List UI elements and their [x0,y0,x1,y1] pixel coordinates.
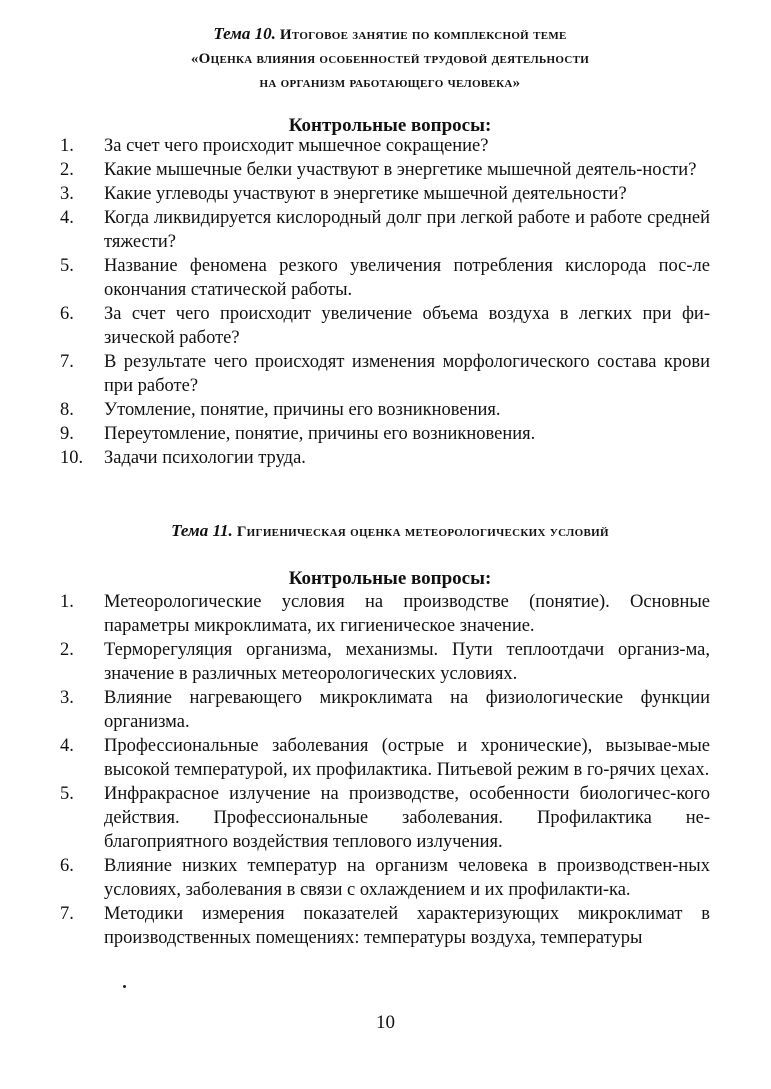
question-number: 8. [60,400,74,420]
topic10-title-line-3: на организм работающего человека» [259,75,521,91]
page-number: 10 [376,1012,395,1033]
question-text: Переутомление, понятие, причины его возникновения. [104,424,536,444]
question-text: Когда ликвидируется кислородный долг при легкой работе и работе средней тяжести? [104,208,710,252]
topic10-title-line-2: «Оценка влияния особенностей трудовой деятельности [190,51,590,67]
question-number: 1. [60,592,74,612]
question-text: Метеорологические условия на производстве (понятие). Основные параметры микроклимата, их гигиеническое значение. [104,592,710,636]
topic10-questions-heading: Контрольные вопросы: [288,115,492,136]
topic11-title: Тема 11. Гигиеническая оценка метеорологических условий [171,521,609,540]
question-number: 3. [60,688,74,708]
question-item [60,182,710,206]
topic10-title [40,22,740,95]
question-item [60,422,710,446]
question-text: Задачи психологии труда. [104,448,306,468]
question-number: 1. [60,136,74,156]
question-number: 7. [60,904,74,924]
question-number: 4. [60,208,74,228]
question-item [60,302,710,350]
question-item [60,638,710,686]
question-text: В результате чего происходят изменения морфологического состава крови при работе? [104,352,710,396]
question-text: Какие углеводы участвуют в энергетике мышечной деятельности? [104,184,627,204]
question-text: Профессиональные заболевания (острые и хронические), вызывае-мые высокой температурой, их профилактика. Питьевой режим в го-рячих цехах. [104,736,710,780]
question-number: 6. [60,304,74,324]
topic10-question-list [60,134,710,470]
question-number: 5. [60,784,74,804]
question-item [60,206,710,254]
question-text: Методики измерения показателей характеризующих микроклимат в производственных помещениях: температуры воздуха, температуры [104,904,710,948]
question-item [60,782,710,854]
question-item [60,854,710,902]
question-item [60,734,710,782]
question-number: 9. [60,424,74,444]
question-number: 5. [60,256,74,276]
question-item [60,134,710,158]
question-item [60,686,710,734]
topic10-title-line-1: Тема 10. Итоговое занятие по комплексной теме [213,24,567,43]
topic11-question-list [60,590,710,950]
question-item [60,902,710,950]
question-item [60,254,710,302]
question-text: Влияние нагревающего микроклимата на физиологические функции организма. [104,688,710,732]
question-number: 6. [60,856,74,876]
question-item [60,398,710,422]
question-item [60,446,710,470]
print-speck [123,985,126,988]
question-text: Терморегуляция организма, механизмы. Пути теплоотдачи организ-ма, значение в различных метеорологических условиях. [104,640,710,684]
topic11-questions-heading: Контрольные вопросы: [288,568,492,589]
question-number: 3. [60,184,74,204]
question-item [60,350,710,398]
question-item [60,158,710,182]
question-text: За счет чего происходит увеличение объема воздуха в легких при фи-зической работе? [104,304,710,348]
topic11-number: Тема 11. [171,521,233,540]
question-number: 7. [60,352,74,372]
topic10-number: Тема 10. [213,24,276,43]
question-number: 10. [60,448,84,468]
question-number: 4. [60,736,74,756]
question-text: Какие мышечные белки участвуют в энергетике мышечной деятель-ности? [104,160,697,180]
question-text: Инфракрасное излучение на производстве, особенности биологичес-кого действия. Профессиональные заболевания. Профилактика не-благоприятного воздействия теплового излучения. [104,784,710,852]
question-number: 2. [60,160,74,180]
question-text: Утомление, понятие, причины его возникновения. [104,400,501,420]
question-number: 2. [60,640,74,660]
question-text: За счет чего происходит мышечное сокращение? [104,136,489,156]
question-item [60,590,710,638]
question-text: Название феномена резкого увеличения потребления кислорода пос-ле окончания статической работы. [104,256,710,300]
question-text: Влияние низких температур на организм человека в производствен-ных условиях, заболевания в связи с охлаждением и их профилакти-ка. [104,856,710,900]
